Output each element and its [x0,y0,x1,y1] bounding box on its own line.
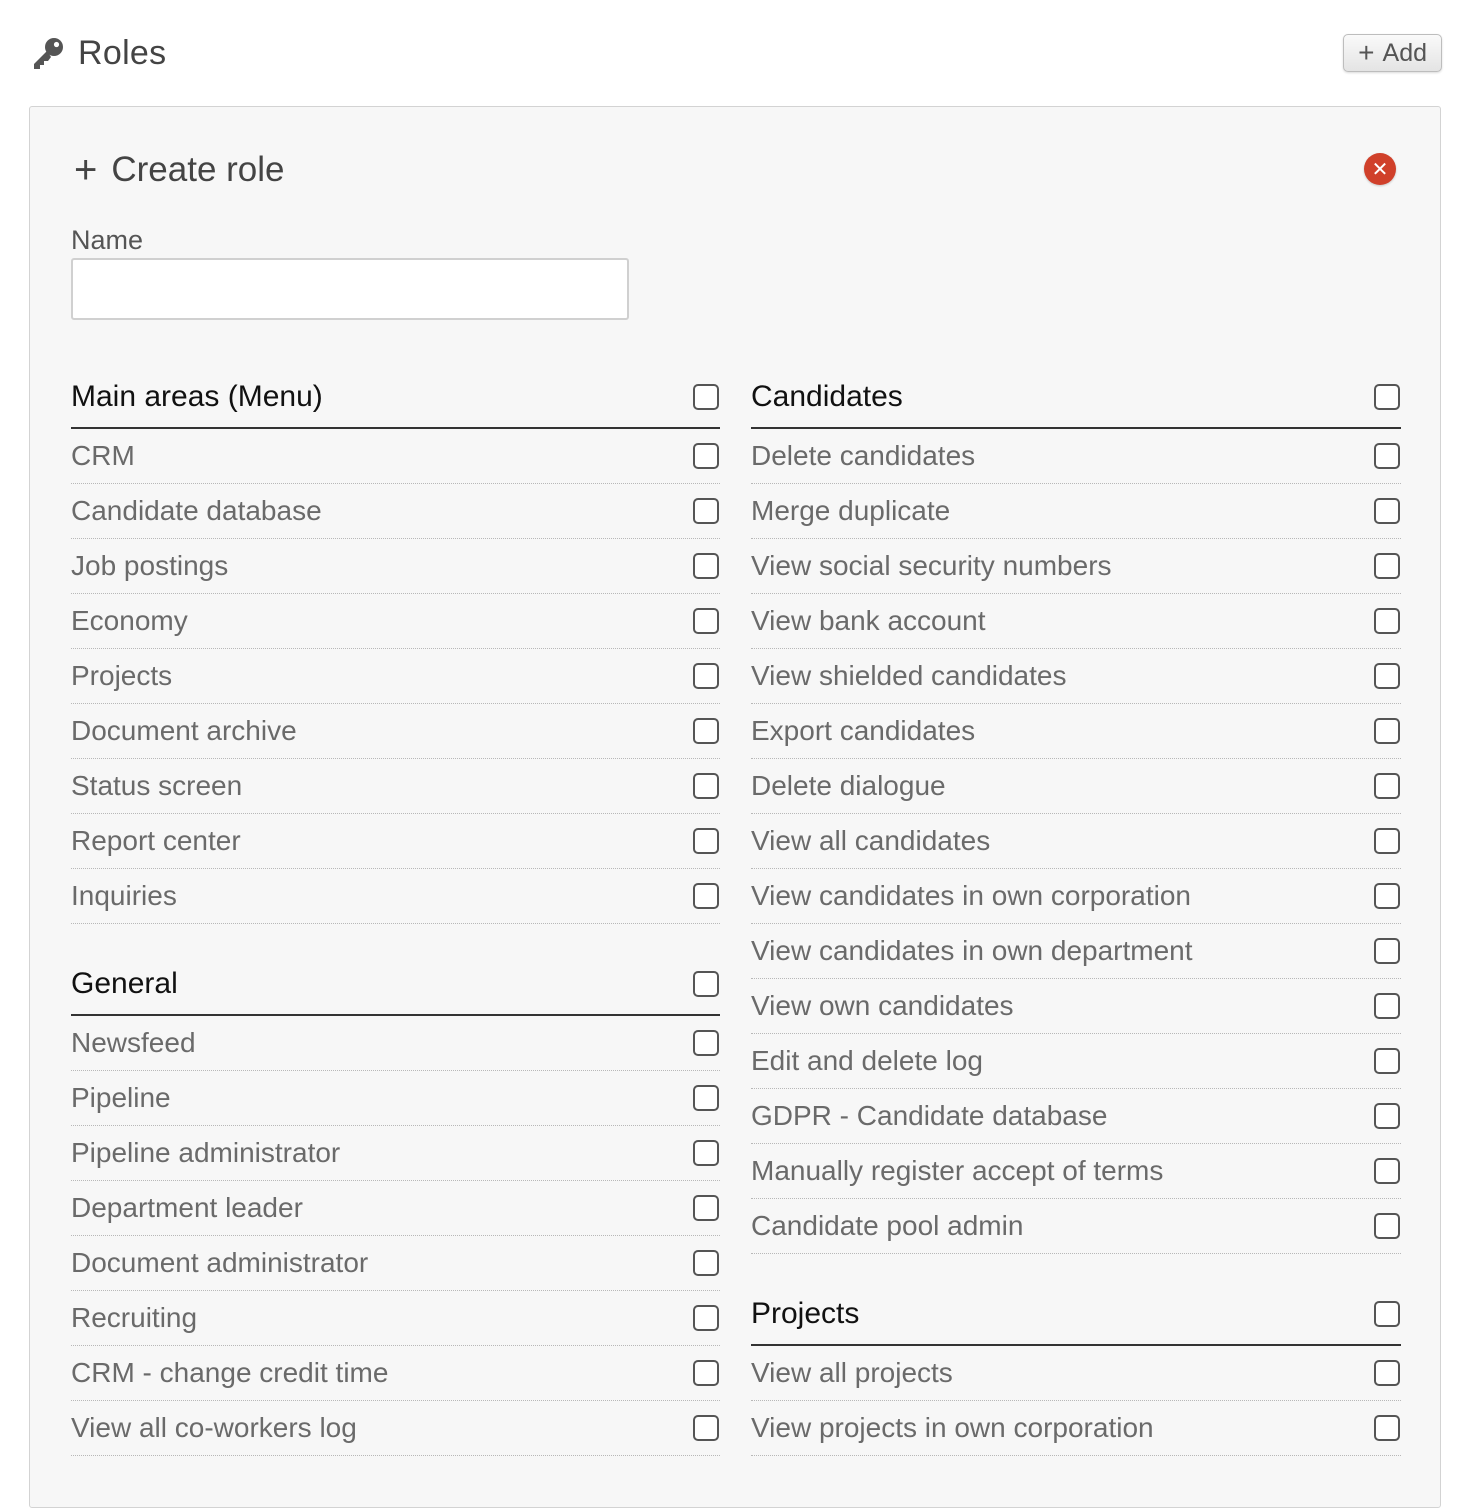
permission-row [751,484,1401,539]
permission-row [71,1016,720,1071]
permission-label: Projects [71,660,173,691]
permission-label: Report center [71,825,241,856]
section-title: General [71,967,178,1000]
permission-label: Status screen [71,770,243,801]
permission-row [751,1144,1401,1199]
permission-checkbox[interactable] [693,1140,719,1166]
name-input[interactable] [71,258,629,320]
permission-label: View all projects [751,1357,953,1388]
permission-label: Inquiries [71,880,177,911]
permission-label: View bank account [751,605,986,636]
section-title: Projects [751,1297,860,1330]
add-button[interactable] [1343,34,1442,72]
permission-checkbox[interactable] [693,498,719,524]
create-role-header [74,145,285,195]
permission-checkbox[interactable] [693,1250,719,1276]
name-label: Name [71,225,144,255]
permission-checkbox[interactable] [1374,1415,1400,1441]
section-candidates [751,367,1401,1254]
permission-row [71,1346,720,1401]
permission-row [71,1401,720,1456]
create-role-panel [29,106,1441,1508]
permission-checkbox[interactable] [1374,993,1400,1019]
permission-checkbox[interactable] [693,1030,719,1056]
permissions-column-right [751,367,1401,1456]
permission-label: Export candidates [751,715,976,746]
permission-row [71,1126,720,1181]
plus-icon: + [74,148,98,192]
permission-row [71,1181,720,1236]
permission-label: Economy [71,605,188,636]
page-title: Roles [78,33,167,72]
permission-row [751,869,1401,924]
permission-row [751,539,1401,594]
close-icon[interactable]: ✕ [1364,153,1396,185]
section-general [71,954,720,1456]
permission-row [71,429,720,484]
permission-row [71,484,720,539]
permission-checkbox[interactable] [693,773,719,799]
permission-row [751,429,1401,484]
permission-label: View own candidates [751,990,1014,1021]
permission-checkbox[interactable] [1374,608,1400,634]
permission-checkbox[interactable] [1374,1048,1400,1074]
permission-label: GDPR - Candidate database [751,1100,1108,1131]
permission-row [71,594,720,649]
permission-label: Recruiting [71,1302,198,1333]
permission-checkbox[interactable] [1374,718,1400,744]
select-all-checkbox[interactable] [1374,1301,1400,1327]
permission-row [71,1236,720,1291]
permission-checkbox[interactable] [1374,1103,1400,1129]
permission-label: Department leader [71,1192,303,1223]
permission-row [71,1071,720,1126]
permission-row [751,704,1401,759]
permission-row [751,1089,1401,1144]
permission-checkbox[interactable] [693,828,719,854]
permission-row [71,704,720,759]
permission-checkbox[interactable] [1374,1360,1400,1386]
section-title: Candidates [751,380,903,413]
page-header [30,28,1442,78]
permission-label: CRM [71,440,135,471]
select-all-checkbox[interactable] [693,971,719,997]
section-spacer [751,1254,1401,1284]
permission-checkbox[interactable] [1374,773,1400,799]
permission-checkbox[interactable] [693,718,719,744]
permission-checkbox[interactable] [1374,1158,1400,1184]
select-all-checkbox[interactable] [1374,384,1400,410]
permission-row [751,1401,1401,1456]
permission-label: Candidate pool admin [751,1210,1024,1241]
permission-row [71,869,720,924]
permission-row [71,539,720,594]
section-header [751,1284,1401,1346]
permission-checkbox[interactable] [693,443,719,469]
section-main-areas-menu [71,367,720,924]
permission-row [751,814,1401,869]
permission-row [751,924,1401,979]
permission-label: Job postings [71,550,229,581]
permission-row [751,979,1401,1034]
permission-checkbox[interactable] [1374,663,1400,689]
permission-label: CRM - change credit time [71,1357,389,1388]
section-header [71,954,720,1016]
section-spacer [71,924,720,954]
permission-row [71,1291,720,1346]
permission-label: Delete dialogue [751,770,946,801]
permission-label: Document administrator [71,1247,369,1278]
permission-checkbox[interactable] [693,1360,719,1386]
permission-checkbox[interactable] [1374,883,1400,909]
permission-row [71,759,720,814]
add-button-label: Add [1382,38,1427,67]
permission-checkbox[interactable] [1374,828,1400,854]
permission-label: View projects in own corporation [751,1412,1154,1443]
permission-checkbox[interactable] [693,663,719,689]
permission-label: View candidates in own department [751,935,1193,966]
permission-row [751,1346,1401,1401]
permission-checkbox[interactable] [1374,1213,1400,1239]
permission-label: View social security numbers [751,550,1112,581]
permission-checkbox[interactable] [693,1195,719,1221]
select-all-checkbox[interactable] [693,384,719,410]
permission-label: View all co-workers log [71,1412,357,1443]
key-icon [30,35,66,71]
permission-label: View all candidates [751,825,991,856]
permission-checkbox[interactable] [693,1415,719,1441]
permission-checkbox[interactable] [693,883,719,909]
section-projects [751,1284,1401,1456]
permission-row [751,759,1401,814]
permission-row [71,649,720,704]
permission-row [751,1199,1401,1254]
page-title-wrap [30,28,166,78]
permission-checkbox[interactable] [1374,443,1400,469]
permission-checkbox[interactable] [693,1305,719,1331]
section-header [71,367,720,429]
permission-label: Merge duplicate [751,495,951,526]
permission-row [751,594,1401,649]
permission-checkbox[interactable] [1374,553,1400,579]
permission-checkbox[interactable] [693,553,719,579]
permission-label: Newsfeed [71,1027,196,1058]
plus-icon: + [1358,37,1375,68]
permissions-column-left [71,367,720,1456]
permission-checkbox[interactable] [693,1085,719,1111]
permission-row [751,649,1401,704]
permission-row [751,1034,1401,1089]
permission-label: Edit and delete log [751,1045,983,1076]
permission-checkbox[interactable] [693,608,719,634]
permission-checkbox[interactable] [1374,938,1400,964]
create-role-title: Create role [111,150,285,189]
permission-label: Document archive [71,715,297,746]
permission-row [71,814,720,869]
permission-label: Delete candidates [751,440,976,471]
permission-checkbox[interactable] [1374,498,1400,524]
permission-label: View shielded candidates [751,660,1067,691]
permission-label: Manually register accept of terms [751,1155,1164,1186]
permission-label: Pipeline [71,1082,171,1113]
section-title: Main areas (Menu) [71,380,323,413]
section-header [751,367,1401,429]
permission-label: Candidate database [71,495,322,526]
permission-label: Pipeline administrator [71,1137,341,1168]
permission-label: View candidates in own corporation [751,880,1191,911]
